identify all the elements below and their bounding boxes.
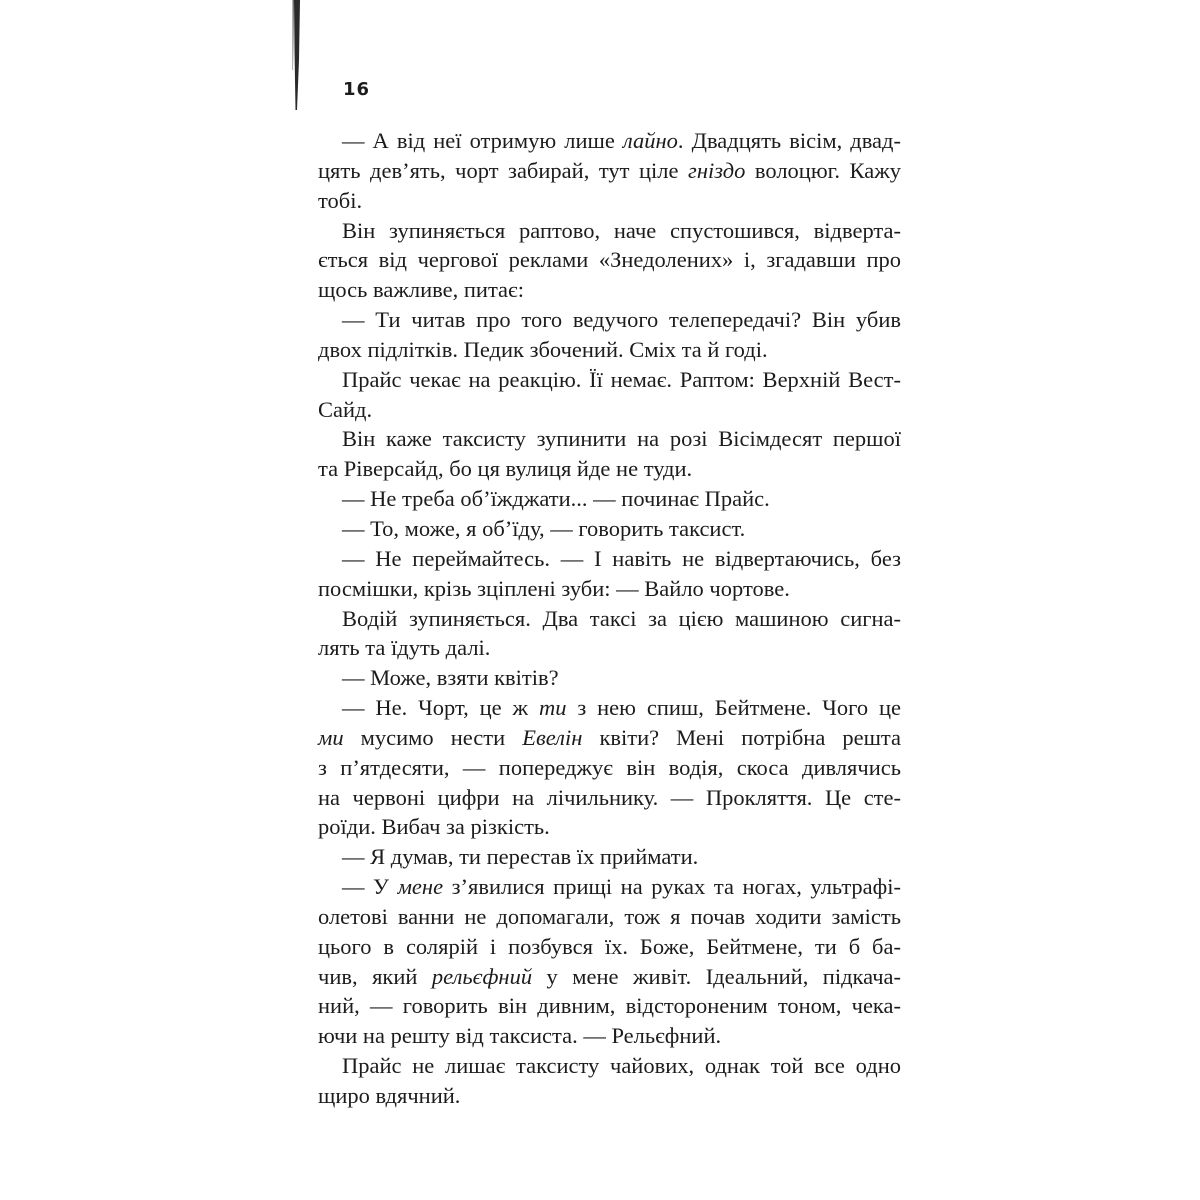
italic-word: гніздо [688, 157, 746, 183]
text-line: — А від неї отримую лише лайно. Двадцять вісім, двад- [342, 128, 901, 153]
text-line: — Я думав, ти перестав їх приймати. [342, 844, 699, 870]
page-edge-mark [292, 0, 301, 110]
text-line: Водій зупиняється. Два таксі за цією машиною сигна- [342, 605, 901, 631]
italic-word: мене [397, 874, 444, 900]
text-line: щиро вдячний. [318, 1083, 461, 1108]
text-line: — Не треба об’їжджати... — починає Прайс. [342, 486, 770, 512]
page-number: 16 [343, 79, 371, 100]
text-line: ми мусимо нести Евелін квіти? Мені потрібна решта [318, 724, 902, 750]
text-line: — Може, взяти квітів? [342, 665, 559, 691]
text-line: Прайс чекає на реакцію. Її немає. Раптом: Верхній Вест- [342, 366, 901, 392]
text-line: Сайд. [318, 396, 373, 422]
italic-word: Евелін [522, 724, 583, 750]
text-line: чив, який рельєфний у мене живіт. Ідеальний, підкача- [318, 963, 901, 989]
text-line: посмішки, крізь зціплені зуби: — Вайло чортове. [318, 575, 790, 601]
text-line: двох підлітків. Педик збочений. Сміх та й годі. [318, 336, 768, 362]
text-line: — То, може, я об’їду, — говорить таксист. [342, 515, 746, 541]
text-line: ючи на решту від таксиста. — Рельєфний. [318, 1023, 722, 1049]
text-line: роїди. Вибач за різкість. [318, 814, 550, 840]
text-line: щось важливе, питає: [318, 277, 524, 303]
text-line: Він зупиняється раптово, наче спустошився, відверта- [342, 217, 901, 243]
text-line: цього в солярій і позбувся їх. Боже, Бейтмене, ти б ба- [318, 933, 901, 959]
text-line: — Не переймайтесь. — І навіть не відвертаючись, без [342, 545, 901, 571]
italic-word: лайно [622, 128, 678, 153]
text-line: Він каже таксисту зупинити на розі Вісімдесят першої [342, 426, 901, 452]
text-line: Прайс не лишає таксисту чайових, однак той все одно [342, 1053, 901, 1079]
text-line: тобі. [318, 187, 363, 213]
italic-word: рельєфний [431, 963, 533, 989]
text-line: олетові ванни не допомагали, тож я почав ходити замість [318, 903, 901, 929]
italic-word: ми [318, 724, 344, 750]
text-line: — У мене з’явилися прищі на руках та ногах, ультрафі- [342, 874, 901, 900]
text-line: лять та їдуть далі. [318, 635, 491, 661]
text-line: та Ріверсайд, бо ця вулиця йде не туди. [318, 456, 693, 482]
italic-word: ти [538, 695, 567, 721]
text-line: цять дев’ять, чорт забирай, тут ціле гніздо волоцюг. Кажу [318, 157, 901, 183]
text-line: ний, — говорить він дивним, відстороненим тоном, чека- [318, 993, 901, 1019]
text-line: — Ти читав про того ведучого телепередачі? Він убив [342, 307, 901, 333]
text-line: — Не. Чорт, це ж ти з нею спиш, Бейтмене. Чого це [342, 695, 901, 721]
text-line: з п’ятдесяти, — попереджує він водія, скоса дивлячись [318, 754, 901, 780]
text-line: на червоні цифри на лічильнику. — Прокляття. Це сте- [318, 784, 901, 810]
body-text [318, 126, 901, 1111]
text-line: ється від чергової реклами «Знедолених» і, згадавши про [318, 247, 901, 273]
